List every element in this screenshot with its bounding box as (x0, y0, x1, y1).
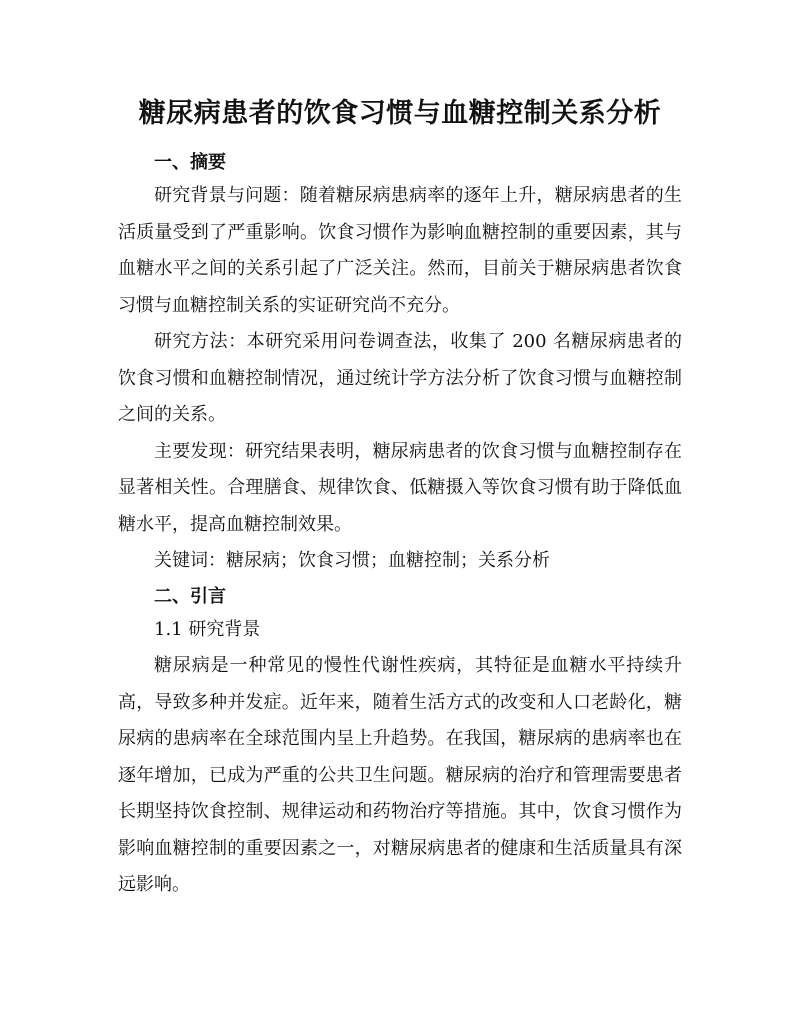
intro-background-paragraph: 糖尿病是一种常见的慢性代谢性疾病，其特征是血糖水平持续升高，导致多种并发症。近年来，随着生活方式的改变和人口老龄化，糖尿病的患病率在全球范围内呈上升趋势。在我国，糖尿病的患病率也在逐年增加，已成为严重的公共卫生问题。糖尿病的治疗和管理需要患者长期坚持饮食控制、规律运动和药物治疗等措施。其中，饮食习惯作为影响血糖控制的重要因素之一，对糖尿病患者的健康和生活质量具有深远影响。 (118, 655, 682, 895)
abstract-background-paragraph: 研究背景与问题：随着糖尿病患病率的逐年上升，糖尿病患者的生活质量受到了严重影响。饮食习惯作为影响血糖控制的重要因素，其与血糖水平之间的关系引起了广泛关注。然而，目前关于糖尿病患者饮食习惯与血糖控制关系的实证研究尚不充分。 (118, 185, 682, 316)
abstract-findings-paragraph: 主要发现：研究结果表明，糖尿病患者的饮食习惯与血糖控制存在显著相关性。合理膳食、规律饮食、低糖摄入等饮食习惯有助于降低血糖水平，提高血糖控制效果。 (118, 440, 682, 535)
abstract-keywords: 关键词：糖尿病；饮食习惯；血糖控制；关系分析 (154, 550, 550, 571)
abstract-heading: 一、摘要 (154, 152, 226, 173)
intro-subheading: 1.1 研究背景 (154, 618, 261, 640)
document-title: 糖尿病患者的饮食习惯与血糖控制关系分析 (138, 98, 662, 129)
abstract-methods-paragraph: 研究方法：本研究采用问卷调查法，收集了 200 名糖尿病患者的饮食习惯和血糖控制情况，通过统计学方法分析了饮食习惯与血糖控制之间的关系。 (118, 331, 682, 425)
intro-heading: 二、引言 (154, 585, 226, 607)
